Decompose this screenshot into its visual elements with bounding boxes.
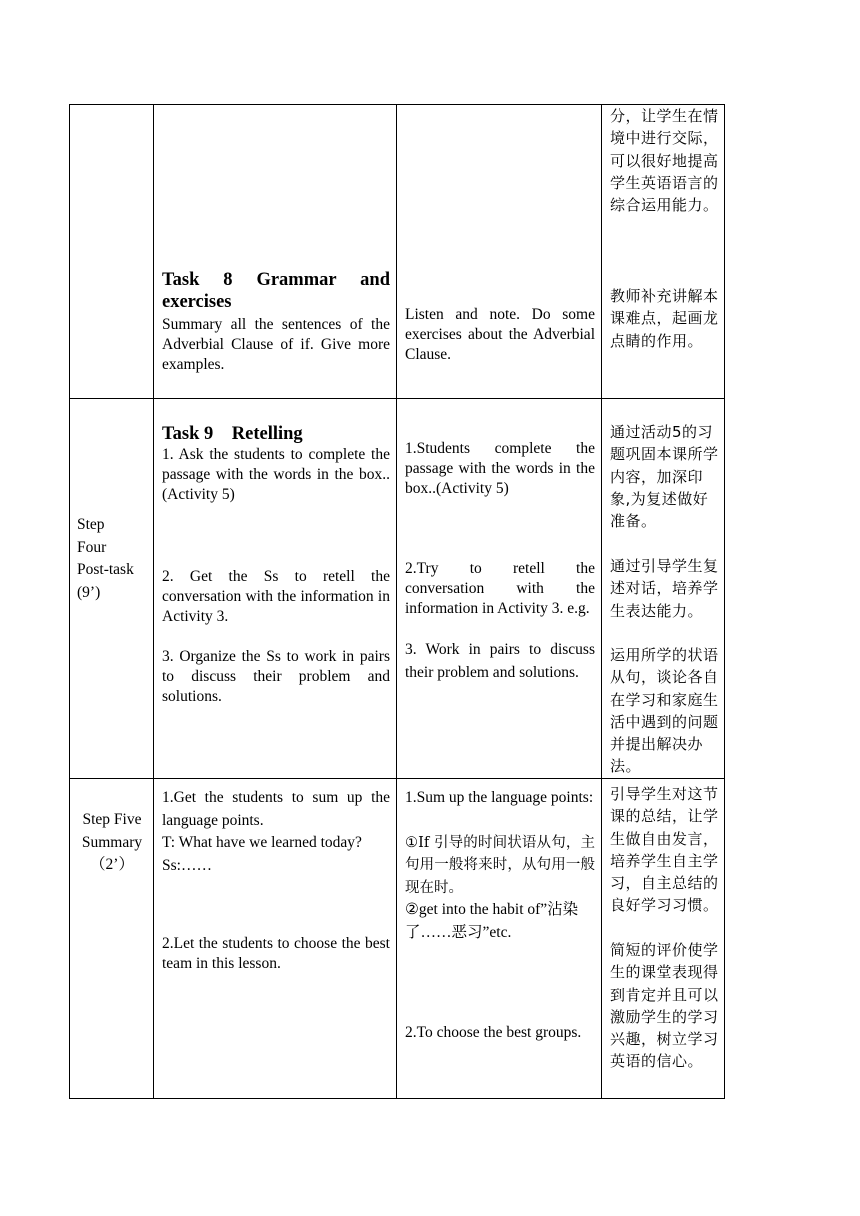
purpose-text: 通过活动5的习题巩固本课所学内容，加深印象,为复述做好准备。 [610, 423, 719, 531]
table-row [70, 779, 725, 1099]
student-activity-cell [397, 105, 602, 399]
step-cell [70, 399, 154, 779]
purpose-text: 通过引导学生复述对话，培养学生表达能力。 [610, 557, 719, 620]
student-activity-cell [397, 399, 602, 779]
step-line: Four [77, 538, 107, 556]
student-text: ①If 引导的时间状语从句，主句用一般将来时，从句用一般现在时。 [405, 835, 595, 896]
step-cell [70, 779, 154, 1099]
student-text: 3. Work in pairs to discuss their problem and solutions. [405, 641, 595, 681]
purpose-text: 教师补充讲解本课难点，起画龙点睛的作用。 [610, 287, 719, 350]
student-text: 1.Sum up the language points: [405, 789, 594, 806]
student-text: 2.To choose the best groups. [405, 1024, 582, 1041]
teacher-text: 2.Let the students to choose the best team in this lesson. [162, 935, 390, 972]
purpose-text: 分，让学生在情境中进行交际，可以很好地提高学生英语语言的综合运用能力。 [610, 107, 719, 215]
step-cell [70, 105, 154, 399]
teacher-activity-cell [154, 779, 397, 1099]
step-label [77, 514, 153, 604]
student-text: Listen and note. Do some exercises about the Adverbial Clause. [405, 306, 595, 363]
student-text: 2.Try to retell the conversation with the information in Activity 3. e.g. [405, 560, 595, 617]
student-text: ②get into the habit of”沾染了……恶习”etc. [405, 901, 579, 941]
teacher-text: 2. Get the Ss to retell the conversation with the information in Activity 3. [162, 568, 390, 625]
student-text: 1.Students complete the passage with the words in the box..(Activity 5) [405, 440, 595, 497]
task-title: Task 9 Retelling [162, 424, 303, 444]
purpose-cell [602, 399, 725, 779]
step-line: (9’) [77, 583, 101, 601]
purpose-text: 引导学生对这节课的总结，让学生做自由发言，培养学生自主学习，自主总结的良好学习习惯。 [610, 785, 719, 915]
purpose-text: 运用所学的状语从句，谈论各自在学习和家庭生活中遇到的问题并提出解决办法。 [610, 646, 719, 776]
step-label [70, 809, 154, 877]
table-row [70, 105, 725, 399]
step-line: Step [77, 516, 105, 533]
purpose-cell [602, 105, 725, 399]
teacher-text: T: What have we learned today? [162, 834, 362, 851]
step-line: （2’） [90, 856, 134, 873]
purpose-cell [602, 779, 725, 1099]
lesson-plan-table [69, 104, 725, 1099]
teacher-text: Summary all the sentences of the Adverbial Clause of if. Give more examples. [162, 316, 390, 373]
table-row [70, 399, 725, 779]
teacher-text: 1. Ask the students to complete the passage with the words in the box..(Activity 5) [162, 446, 390, 503]
step-line: Summary [81, 833, 143, 851]
teacher-activity-cell [154, 105, 397, 399]
teacher-text: 1.Get the students to sum up the language points. [162, 789, 390, 829]
purpose-text: 简短的评价使学生的课堂表现得到肯定并且可以激励学生的学习兴趣，树立学习英语的信心。 [610, 941, 719, 1071]
teacher-text: 3. Organize the Ss to work in pairs to discuss their problem and solutions. [162, 648, 390, 705]
teacher-activity-cell [154, 399, 397, 779]
step-line: Post-task [77, 561, 134, 578]
teacher-text: Ss:…… [162, 857, 212, 874]
task-title: Task 8 Grammar and exercises [162, 270, 390, 312]
step-line: Step Five [82, 811, 142, 828]
student-activity-cell [397, 779, 602, 1099]
